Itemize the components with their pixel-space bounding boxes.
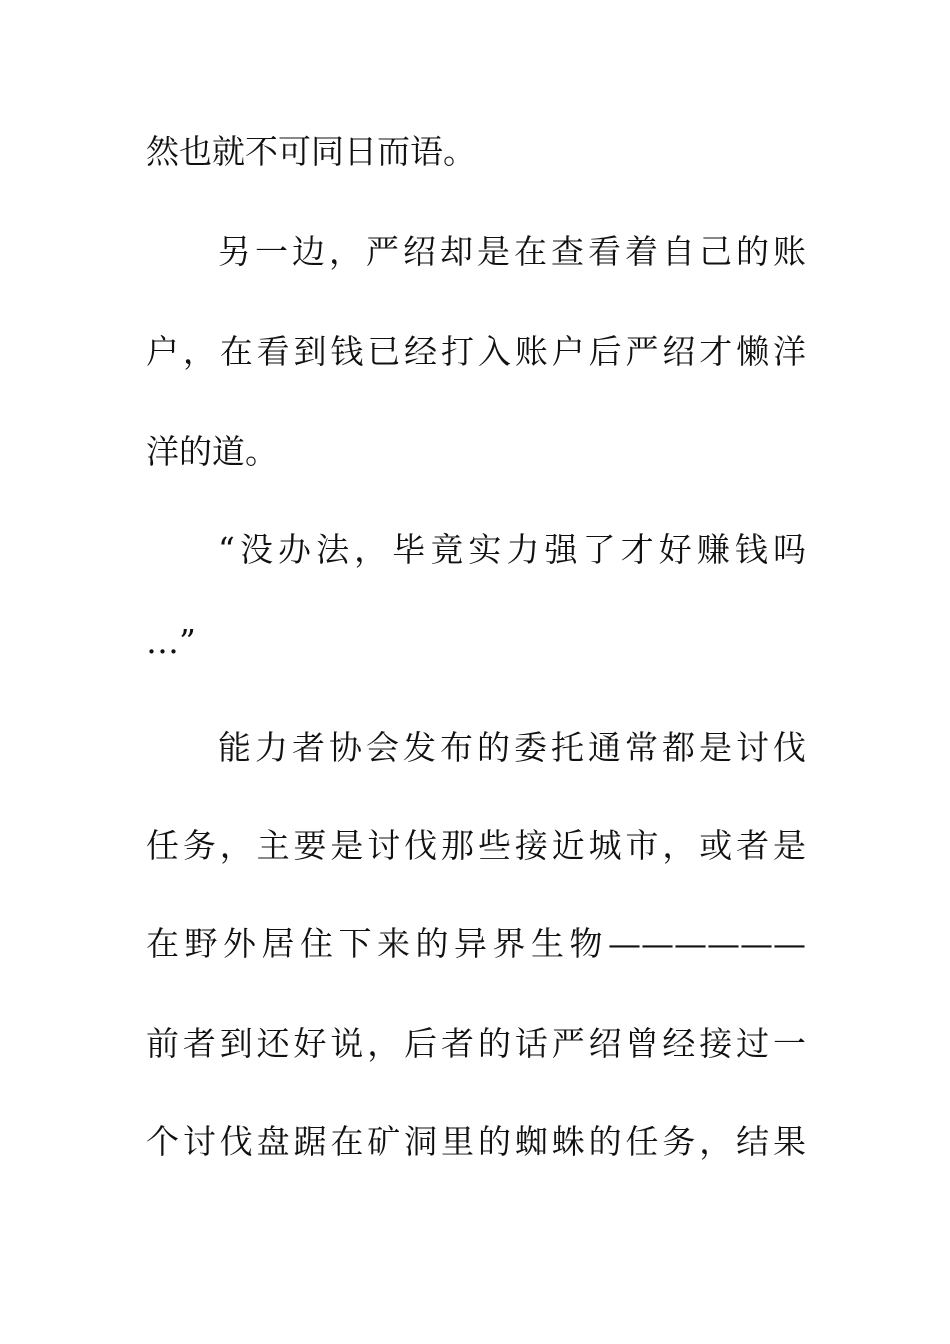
paragraph-4-line-2: 任务，主要是讨伐那些接近城市，或者是	[146, 826, 806, 865]
paragraph-3-line-1: “没办法，毕竟实力强了才好赚钱吗	[218, 530, 806, 569]
paragraph-4-line-4: 前者到还好说，后者的话严绍曾经接过一	[146, 1024, 806, 1063]
paragraph-3-line-2: …”	[146, 622, 196, 661]
paragraph-4-line-1: 能力者协会发布的委托通常都是讨伐	[218, 728, 806, 767]
paragraph-4-line-3: 在野外居住下来的异界生物——————	[146, 924, 806, 963]
text-line-1: 然也就不可同日而语。	[146, 132, 476, 171]
paragraph-2-line-1: 另一边，严绍却是在查看着自己的账	[218, 232, 806, 271]
paragraph-2-line-3: 洋的道。	[146, 432, 278, 471]
paragraph-4-line-5: 个讨伐盘踞在矿洞里的蜘蛛的任务，结果	[146, 1122, 806, 1161]
paragraph-2-line-2: 户，在看到钱已经打入账户后严绍才懒洋	[146, 332, 806, 371]
